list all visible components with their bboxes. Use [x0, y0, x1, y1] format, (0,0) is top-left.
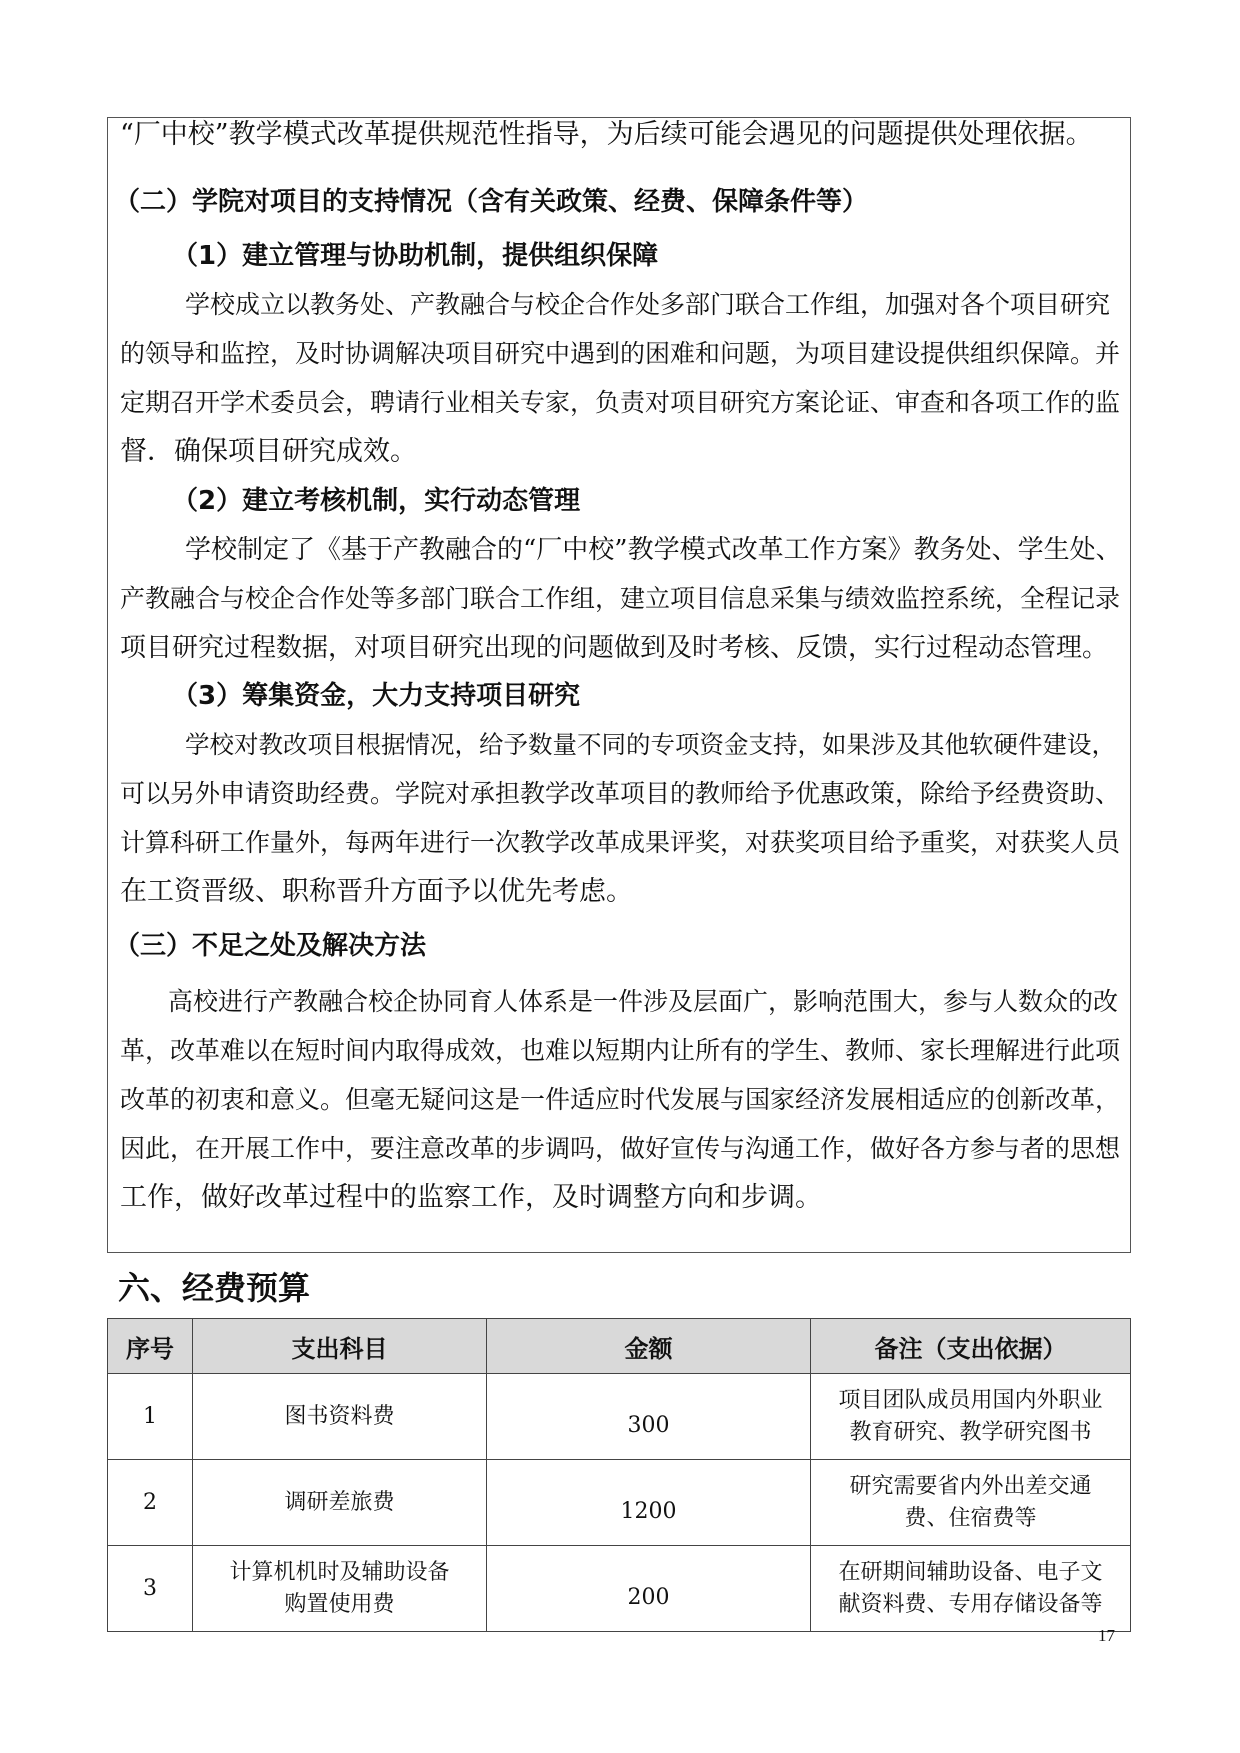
section-title: 六、经费预算 — [118, 1269, 311, 1307]
budget-table — [107, 1318, 1131, 1632]
paragraph-line: 督．确保项目研究成效。 — [120, 436, 417, 467]
cell-amount: 1200 — [487, 1460, 811, 1546]
paragraph-line: 学校成立以教务处、产教融合与校企合作处多部门联合工作组，加强对各个项目研究 — [185, 290, 1111, 319]
section-heading: （三）不足之处及解决方法 — [114, 931, 427, 961]
subsection-heading: （1）建立管理与协助机制，提供组织保障 — [172, 241, 659, 271]
table-row — [108, 1546, 1131, 1632]
paragraph-line: 工作，做好改革过程中的监察工作，及时调整方向和步调。 — [120, 1182, 822, 1213]
paragraph-line: 改革的初衷和意义。但毫无疑问这是一件适应时代发展与国家经济发展相适应的创新改革， — [120, 1085, 1121, 1114]
cell-no: 3 — [108, 1546, 193, 1632]
table-row — [108, 1374, 1131, 1460]
cell-note-line: 献资料费、专用存储设备等 — [838, 1591, 1103, 1617]
header-item: 支出科目 — [193, 1319, 487, 1374]
paragraph-line: 项目研究过程数据，对项目研究出现的问题做到及时考核、反馈，实行过程动态管理。 — [120, 633, 1109, 663]
cell-item — [193, 1460, 487, 1546]
paragraph-line: 学校制定了《基于产教融合的“厂中校”教学模式改革工作方案》教务处、学生处、 — [185, 535, 1122, 565]
header-note: 备注（支出依据） — [811, 1319, 1131, 1374]
paragraph-line: 因此，在开展工作中，要注意改革的步调吗，做好宣传与沟通工作，做好各方参与者的思想 — [120, 1134, 1121, 1163]
cell-amount: 300 — [487, 1374, 811, 1460]
subsection-heading: （3）筹集资金，大力支持项目研究 — [172, 681, 581, 711]
cell-item-line: 购置使用费 — [284, 1591, 395, 1617]
cell-note-line: 费、住宿费等 — [904, 1505, 1037, 1531]
header-amount: 金额 — [487, 1319, 811, 1374]
subsection-heading: （2）建立考核机制，实行动态管理 — [172, 486, 581, 516]
paragraph-line: 计算科研工作量外，每两年进行一次教学改革成果评奖，对获奖项目给予重奖，对获奖人员 — [120, 828, 1121, 857]
cell-item — [193, 1546, 487, 1632]
page-number: 17 — [1098, 1626, 1115, 1645]
cell-note-line: 在研期间辅助设备、电子文 — [838, 1559, 1103, 1585]
cell-note — [811, 1546, 1131, 1632]
paragraph-line: 产教融合与校企合作处等多部门联合工作组，建立项目信息采集与绩效监控系统，全程记录 — [120, 584, 1121, 613]
cell-note — [811, 1460, 1131, 1546]
cell-note-line: 研究需要省内外出差交通 — [849, 1473, 1092, 1499]
header-no: 序号 — [108, 1319, 193, 1374]
paragraph-line: 革，改革难以在短时间内取得成效，也难以短期内让所有的学生、教师、家长理解进行此项 — [120, 1036, 1121, 1065]
cell-item-line: 图书资料费 — [284, 1403, 395, 1429]
cell-no: 2 — [108, 1460, 193, 1546]
paragraph-line: 在工资晋级、职称晋升方面予以优先考虑。 — [120, 876, 633, 907]
cell-item-line: 调研差旅费 — [284, 1489, 395, 1515]
table-row — [108, 1460, 1131, 1546]
cell-note — [811, 1374, 1131, 1460]
paragraph-line: 高校进行产教融合校企协同育人体系是一件涉及层面广，影响范围大，参与人数众的改 — [168, 987, 1119, 1016]
paragraph-line: 的领导和监控，及时协调解决项目研究中遇到的困难和问题，为项目建设提供组织保障。并 — [120, 339, 1121, 368]
paragraph-line: 学校对教改项目根据情况，给予数量不同的专项资金支持，如果涉及其他软硬件建设， — [185, 730, 1116, 759]
table-header-row — [108, 1319, 1131, 1374]
cell-amount: 200 — [487, 1546, 811, 1632]
cell-item — [193, 1374, 487, 1460]
cell-item-line: 计算机机时及辅助设备 — [229, 1559, 450, 1585]
cell-no: 1 — [108, 1374, 193, 1460]
cell-note-line: 教育研究、教学研究图书 — [849, 1419, 1092, 1445]
section-heading: （二）学院对项目的支持情况（含有关政策、经费、保障条件等） — [114, 187, 869, 217]
paragraph-line: 定期召开学术委员会，聘请行业相关专家，负责对项目研究方案论证、审查和各项工作的监 — [120, 388, 1121, 417]
paragraph-line: 可以另外申请资助经费。学院对承担教学改革项目的教师给予优惠政策，除给予经费资助、 — [120, 779, 1121, 808]
cell-note-line: 项目团队成员用国内外职业 — [838, 1387, 1103, 1413]
paragraph-line: “厂中校”教学模式改革提供规范性指导，为后续可能会遇见的问题提供处理依据。 — [120, 119, 1093, 150]
